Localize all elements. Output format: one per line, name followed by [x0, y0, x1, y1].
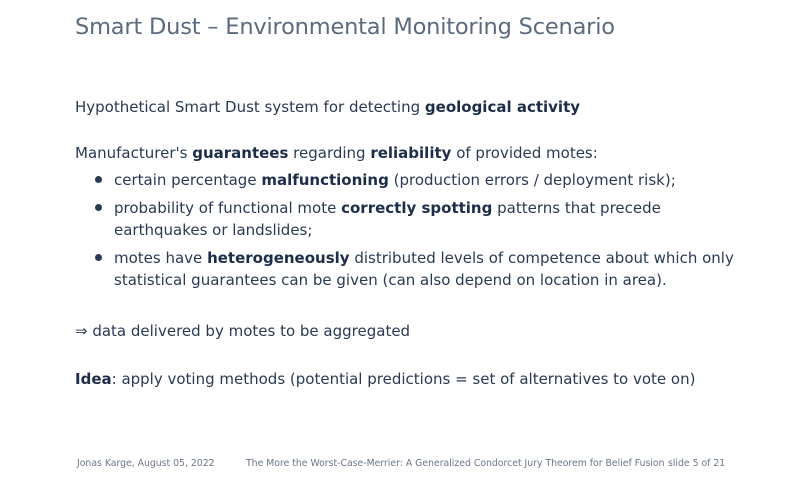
guarantees-list: [75, 169, 735, 297]
bullet-emphasis: heterogeneously: [207, 249, 350, 267]
intro-text: Hypothetical Smart Dust system for detecting: [75, 98, 425, 116]
guarantee-text-e: of provided motes:: [451, 144, 598, 162]
bullet-icon: [95, 204, 102, 211]
list-item: [75, 169, 735, 191]
idea-text: : apply voting methods (potential predictions = set of alternatives to vote on): [111, 370, 696, 388]
guarantee-text-a: Manufacturer's: [75, 144, 193, 162]
slide-title: Smart Dust – Environmental Monitoring Scenario: [75, 14, 615, 40]
bullet-text-line2: statistical guarantees can be given (can also depend on location in area).: [114, 271, 667, 289]
bullet-text: certain percentage: [114, 171, 262, 189]
guarantee-emphasis-reliability: reliability: [370, 144, 452, 162]
bullet-text: (production errors / deployment risk);: [388, 171, 676, 189]
bullet-text: probability of functional mote: [114, 199, 342, 217]
intro-paragraph: [75, 96, 580, 118]
footer-author-date: Jonas Karge, August 05, 2022: [77, 458, 215, 469]
footer-page-number: slide 5 of 21: [668, 458, 726, 469]
footer-talk-title: The More the Worst-Case-Merrier: A Generalized Condorcet Jury Theorem for Belief Fusion: [246, 458, 665, 469]
idea-label: Idea: [75, 370, 112, 388]
bullet-text: patterns that precede: [492, 199, 661, 217]
bullet-text: motes have: [114, 249, 208, 267]
guarantee-emphasis-guarantees: guarantees: [192, 144, 289, 162]
intro-emphasis: geological activity: [424, 98, 581, 116]
guarantee-text-c: regarding: [288, 144, 371, 162]
bullet-emphasis: malfunctioning: [261, 171, 389, 189]
bullet-text-line2: earthquakes or landslides;: [114, 221, 313, 239]
bullet-text: distributed levels of competence about which only: [349, 249, 734, 267]
list-item: [75, 247, 735, 291]
bullet-icon: [95, 176, 102, 183]
bullet-emphasis: correctly spotting: [341, 199, 493, 217]
idea-paragraph: [75, 368, 695, 390]
bullet-icon: [95, 254, 102, 261]
guarantees-paragraph: [75, 142, 598, 164]
list-item: [75, 197, 735, 241]
implication-paragraph: ⇒ data delivered by motes to be aggregated: [75, 322, 411, 340]
